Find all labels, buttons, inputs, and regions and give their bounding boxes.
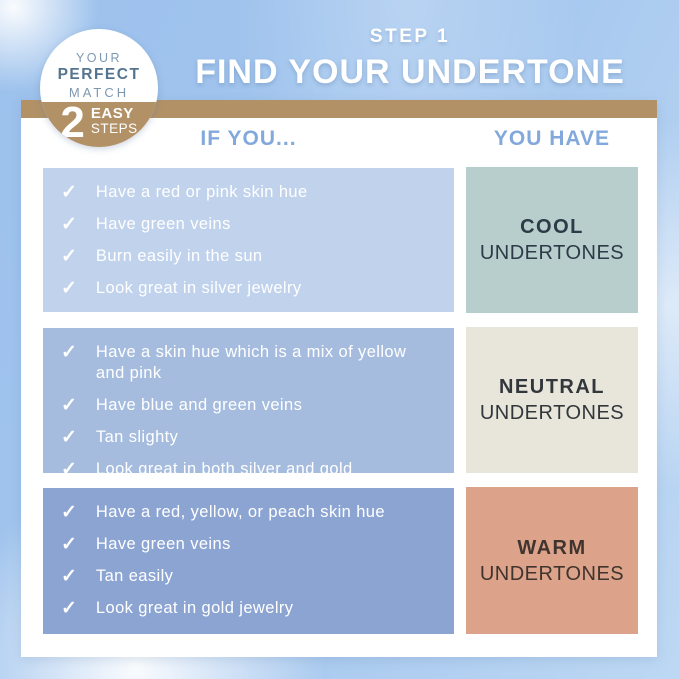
criteria-text: Have blue and green veins xyxy=(95,396,303,414)
check-icon: ✓ xyxy=(61,534,77,555)
list-item xyxy=(61,395,454,416)
criteria-text: Look great in both silver and gold xyxy=(95,460,353,478)
criteria-text: Have a red or pink skin hue xyxy=(95,183,308,201)
list-item xyxy=(61,427,454,448)
cool-result-box xyxy=(466,167,638,313)
badge-steps-words xyxy=(91,106,138,136)
page-title: FIND YOUR UNDERTONE xyxy=(195,53,625,91)
check-icon: ✓ xyxy=(61,566,77,587)
badge-match-label: MATCH xyxy=(68,85,130,100)
result-subtitle: UNDERTONES xyxy=(479,562,625,585)
criteria-text: Tan easily xyxy=(95,567,174,585)
list-item xyxy=(61,459,454,480)
badge-your-label: YOUR xyxy=(75,51,123,65)
result-title: COOL xyxy=(520,216,584,238)
result-subtitle: UNDERTONES xyxy=(479,402,625,424)
step-label: STEP 1 xyxy=(369,26,451,47)
result-title: WARM xyxy=(517,536,587,559)
criteria-text: Look great in silver jewelry xyxy=(95,279,302,297)
list-item xyxy=(61,566,454,587)
check-icon: ✓ xyxy=(61,395,77,416)
check-icon: ✓ xyxy=(61,246,77,267)
warm-criteria-list xyxy=(43,488,454,634)
check-icon: ✓ xyxy=(61,278,77,299)
list-item xyxy=(61,246,454,267)
perfect-match-badge xyxy=(40,29,158,147)
list-item xyxy=(61,182,454,203)
check-icon: ✓ xyxy=(61,342,77,363)
result-title: NEUTRAL xyxy=(498,376,606,398)
badge-top-half xyxy=(40,29,158,102)
badge-perfect-label: PERFECT xyxy=(57,66,141,83)
neutral-result-box xyxy=(466,327,638,473)
badge-easy-label: EASY xyxy=(90,105,134,122)
list-item xyxy=(61,502,454,523)
content-panel xyxy=(21,100,657,657)
list-item xyxy=(61,598,454,619)
result-subtitle: UNDERTONES xyxy=(479,242,625,264)
badge-steps-label: STEPS xyxy=(90,121,138,136)
neutral-criteria-list xyxy=(43,328,454,480)
check-icon: ✓ xyxy=(61,214,77,235)
list-item xyxy=(61,534,454,555)
cool-criteria-list xyxy=(43,168,454,312)
criteria-text: Have a skin hue which is a mix of yellow and pink xyxy=(95,343,407,382)
check-icon: ✓ xyxy=(61,598,77,619)
column-header-if-you: IF YOU... xyxy=(200,127,297,150)
list-item xyxy=(61,342,454,384)
column-header-you-have: YOU HAVE xyxy=(493,127,611,150)
warm-result-box xyxy=(466,487,638,634)
criteria-text: Look great in gold jewelry xyxy=(95,599,294,617)
check-icon: ✓ xyxy=(61,427,77,448)
criteria-text: Burn easily in the sun xyxy=(95,247,263,265)
check-icon: ✓ xyxy=(61,459,77,480)
badge-step-number: 2 xyxy=(60,98,85,147)
criteria-text: Have green veins xyxy=(95,535,231,553)
criteria-text: Have green veins xyxy=(95,215,231,233)
check-icon: ✓ xyxy=(61,502,77,523)
list-item xyxy=(61,214,454,235)
criteria-text: Tan slighty xyxy=(95,428,179,446)
page-header xyxy=(175,26,645,92)
check-icon: ✓ xyxy=(61,182,77,203)
list-item xyxy=(61,278,454,299)
criteria-text: Have a red, yellow, or peach skin hue xyxy=(95,503,385,521)
